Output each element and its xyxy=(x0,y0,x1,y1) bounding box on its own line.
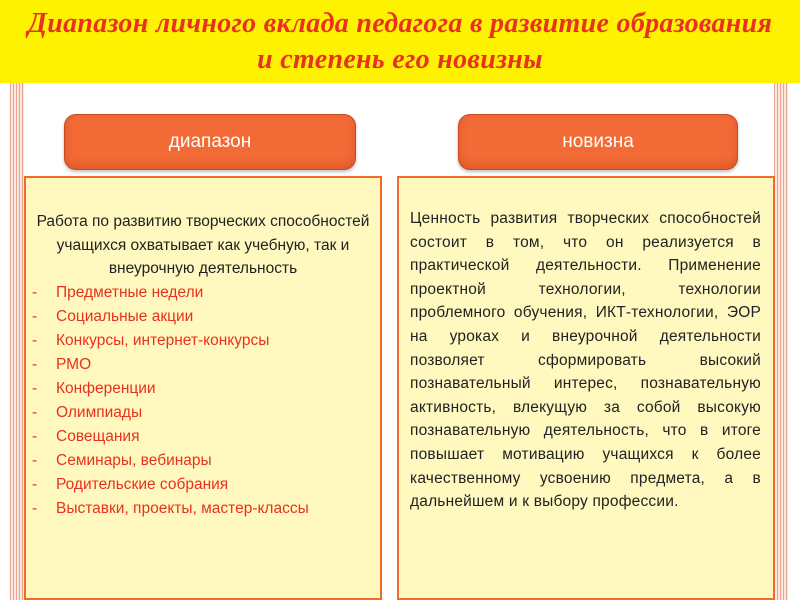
list-item: - Социальные акции xyxy=(32,307,194,325)
title-bar xyxy=(0,0,800,83)
slide-title: Диапазон личного вклада педагога в развитие образования и степень его новизны xyxy=(27,7,773,75)
range-header-label: диапазон xyxy=(168,131,252,152)
list-item: - Предметные недели xyxy=(32,283,204,301)
list-item: - Совещания xyxy=(32,427,140,445)
novelty-header-label: новизна xyxy=(562,131,634,152)
range-box xyxy=(24,176,382,600)
list-item: - Семинары, вебинары xyxy=(32,451,212,469)
decorative-stripe-left xyxy=(10,82,24,600)
list-item: - РМО xyxy=(32,355,92,373)
decorative-stripe-right xyxy=(774,82,788,600)
list-item: - Выставки, проекты, мастер-классы xyxy=(32,499,309,517)
list-item: - Олимпиады xyxy=(32,403,143,421)
novelty-box xyxy=(397,176,775,600)
range-intro: Работа по развитию творческих способностей учащихся охватывает как учебную, так и внеурочную деятельность xyxy=(36,213,370,277)
range-header xyxy=(64,114,356,170)
list-item: - Конференции xyxy=(32,379,156,397)
range-list xyxy=(32,281,374,521)
list-item: - Родительские собрания xyxy=(32,475,229,493)
novelty-text: Ценность развития творческих способностей состоит в том, что он реализуется в практической деятельности. Применение проектной технологии, технологии проблемного обучения, ИКТ-технологии, ЭОР на уроках и внеурочной деятельности позволяет сформировать высокий познавательный интерес, познавательную активность, влекущую за собой высокую познавательную деятельность, что в итоге повышает мотивацию учащихся к более качественному усвоению предмета, а в дальнейшем и к выбору профессии. xyxy=(410,210,761,511)
novelty-header xyxy=(458,114,738,170)
list-item: - Конкурсы, интернет-конкурсы xyxy=(32,331,270,349)
